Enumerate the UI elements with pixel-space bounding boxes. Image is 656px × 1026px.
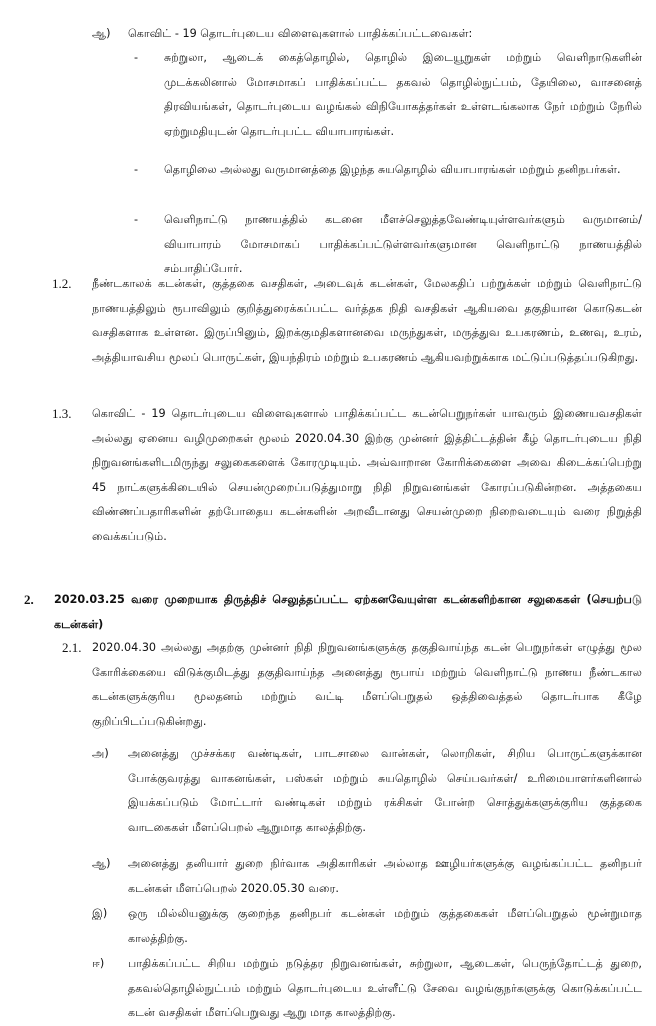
section-number-2: 2. [24, 592, 34, 607]
affected-bullet-3: வெளிநாட்டு நாணயத்தில் கடனை மீளச்செலுத்தவேண்டியுள்ளவர்களும் வருமானம்/ வியாபாரம் மோசமாகப் பாதிக்கப்பட்டுள்ளவர்களுமான வெளிநாட்டு நாணயத்தில் சம்பாதிப்போர். [164, 213, 642, 275]
affected-bullet-1: சுற்றுலா, ஆடைக் கைத்தொழில், தொழில் இடையூறுகள் மற்றும் வெளிநாடுகளின் முடக்கலினால் மோசமாகப் பாதிக்கப்பட்ட தகவல் தொழில்நுட்பம், தேயிலை, வாசனைத் திரவியங்கள், தொடர்புடைய வழங்கல் விநியோகத்தர்கள் உள்ளடங்கலாக நேர் மற்றும் நேரில் ஏற்றுமதியுடன் தொடர்புபட்ட வியாபாரங்கள். [164, 51, 642, 138]
bullet-dash: - [134, 213, 139, 226]
sub-item-label: ஈ) [92, 957, 105, 970]
para-2-1-text: 2020.04.30 அல்லது அதற்கு முன்னர் நிதி நிறுவனங்களுக்கு தகுதிவாய்ந்த கடன் பெறுநர்கள் எழுத்து மூல கோரிக்கையை விடுக்குமிடத்து தகுதிவாய்ந்த அனைத்து ரூபாய் மற்றும் வெளிநாட்டு நாணய நீண்டகால கடன்களுக்குரிய மூலதனம் மற்றும் வட்டி மீளப்பெறுதல் ஒத்திவைத்தல் தொடர்பாக கீழே குறிப்பிடப்படுகின்றது. [92, 641, 642, 728]
bullet-dash: - [134, 51, 139, 64]
sub-item-text: பாதிக்கப்பட்ட சிறிய மற்றும் நடுத்தர நிறுவனங்கள், சுற்றுலா, ஆடைகள், பெருந்தோட்டத் துறை, தகவல்தொழில்நுட்பம் மற்றும் தொடர்புடைய உள்ளீட்டு சேவை வழங்குநர்களுக்கு கொடுக்கப்பட்ட கடன் வசதிகள் மீளப்பெறுவது ஆறு மாத காலத்திற்கு. [128, 957, 642, 1019]
bullet-dash: - [134, 163, 139, 176]
sub-item-text: அனைத்து முச்சக்கர வண்டிகள், பாடசாலை வான்கள், லொறிகள், சிறிய பொருட்களுக்கான போக்குவரத்து வாகனங்கள், பஸ்கள் மற்றும் சுயதொழில் செய்பவர்கள்/ உரிமையாளர்களினால் இயக்கப்படும் மோட்டார் வண்டிகள் மற்றும் ரக்சிகள் போன்ற சொத்துக்களுக்குரிய குத்தகை வாடகைகள் மீளப்பெறல் ஆறுமாத காலத்திற்கு. [128, 747, 642, 834]
affected-heading: கொவிட் - 19 தொடர்புடைய விளைவுகளால் பாதிக்கப்பட்டவைகள்: [128, 27, 473, 40]
para-number-1-2: 1.2. [52, 276, 72, 291]
para-1-2-text: நீண்டகாலக் கடன்கள், குத்தகை வசதிகள், அடைவுக் கடன்கள், மேலகதிப் பற்றுக்கள் மற்றும் வெளிநாட்டு நாணயத்திலும் ரூபாவிலும் குறித்துரைக்கப்பட்ட வர்த்தக நிதி வசதிகள் ஆகியவை தகுதியான கொடுகடன் வசதிகளாக உள்ளன. இருப்பினும், இறக்குமதிகளானவை மருந்துகள், மருத்துவ உபகரணம், உணவு, உரம், அத்தியாவசிய மூலப் பொருட்கள், இயந்திரம் மற்றும் உபகரணம் ஆகியவற்றுக்காக மட்டுப்படுத்தப்படுகிறது. [92, 277, 642, 364]
sub-item-text: அனைத்து தனியார் துறை நிர்வாக அதிகாரிகள் அல்லாத ஊழியர்களுக்கு வழங்கப்பட்ட தனிநபர் கடன்கள் மீளப்பெறல் 2020.05.30 வரை. [128, 857, 642, 895]
affected-bullet-2: தொழிலை அல்லது வருமானத்தை இழந்த சுயதொழில் வியாபாரங்கள் மற்றும் தனிநபர்கள். [164, 163, 621, 176]
sub-item-label: ஆ) [92, 857, 111, 870]
sub-item-label: இ) [92, 907, 108, 920]
para-number-1-3: 1.3. [52, 406, 72, 421]
section-2-heading: 2020.03.25 வரை முறையாக திருத்திச் செலுத்தப்பட்ட ஏற்கனவேயுள்ள கடன்களிற்கான சலுகைகள் (செயற்படு கடன்கள்) [54, 593, 642, 631]
para-number-2-1: 2.1. [62, 640, 82, 655]
sub-item-text: ஒரு மில்லியனுக்கு குறைந்த தனிநபர் கடன்கள் மற்றும் குத்தகைகள் மீளப்பெறுதல் மூன்றுமாத காலத்திற்கு. [128, 907, 642, 945]
para-1-3-text: கொவிட் - 19 தொடர்புடைய விளைவுகளால் பாதிக்கப்பட்ட கடன்பெறுநர்கள் யாவரும் இணையவசதிகள் அல்லது ஏனைய வழிமுறைகள் மூலம் 2020.04.30 இற்கு முன்னர் இத்திட்டத்தின் கீழ் தொடர்புடைய நிதி நிறுவனங்களிடமிருந்து சலுகைகளைக் கோரமுடியும். அவ்வாறான கோரிக்கைளை அவை கிடைக்கப்பெற்று 45 நாட்களுக்கிடையில் செயன்முறைப்படுத்துமாறு நிதி நிறுவனங்கள் கோரப்படுகின்றன. அத்தகைய விண்ணப்பதாரிகளின் தற்போதைய கடன்களின் அறவீடானது செயன்முறை நிறைவடையும் வரை நிறுத்தி வைக்கப்படும். [92, 407, 642, 543]
sub-item-label: அ) [92, 747, 109, 760]
item-label-aa: ஆ) [92, 27, 111, 40]
